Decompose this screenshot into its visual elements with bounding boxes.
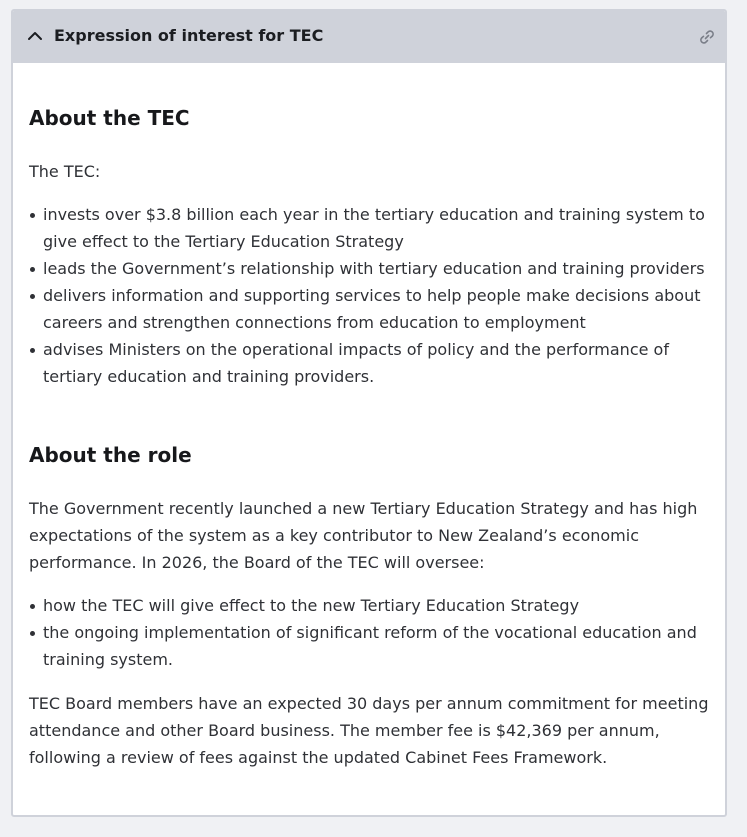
about-tec-intro: The TEC:: [29, 162, 101, 181]
about-role-paragraph: The Government recently launched a new Tertiary Education Strategy and has high expectations of the system as a key contributor to New Zealand’s economic performance. In 2026, the Board of the TEC will oversee:: [29, 499, 698, 572]
list-item: the ongoing implementation of significant reform of the vocational education and training system.: [29, 619, 719, 673]
chevron-up-icon[interactable]: [26, 27, 44, 45]
list-item: leads the Government’s relationship with tertiary education and training providers: [29, 255, 709, 282]
board-commitment-paragraph: TEC Board members have an expected 30 days per annum commitment for meeting attendance and other Board business. The member fee is $42,369 per annum, following a review of fees against the updated Cabinet Fees Framework.: [29, 694, 709, 767]
accordion-title[interactable]: Expression of interest for TEC: [54, 26, 324, 45]
about-role-list: [29, 592, 719, 673]
accordion: [11, 9, 727, 817]
about-tec-list: [29, 201, 709, 390]
about-tec-heading: About the TEC: [29, 106, 190, 130]
list-item: invests over $3.8 billion each year in the tertiary education and training system to give effect to the Tertiary Education Strategy: [29, 201, 709, 255]
link-icon[interactable]: [697, 27, 717, 47]
list-item: how the TEC will give effect to the new Tertiary Education Strategy: [29, 592, 719, 619]
about-role-heading: About the role: [29, 443, 192, 467]
list-item: advises Ministers on the operational impacts of policy and the performance of tertiary education and training providers.: [29, 336, 709, 390]
accordion-header[interactable]: [13, 11, 725, 63]
list-item: delivers information and supporting services to help people make decisions about careers and strengthen connections from education to employment: [29, 282, 709, 336]
